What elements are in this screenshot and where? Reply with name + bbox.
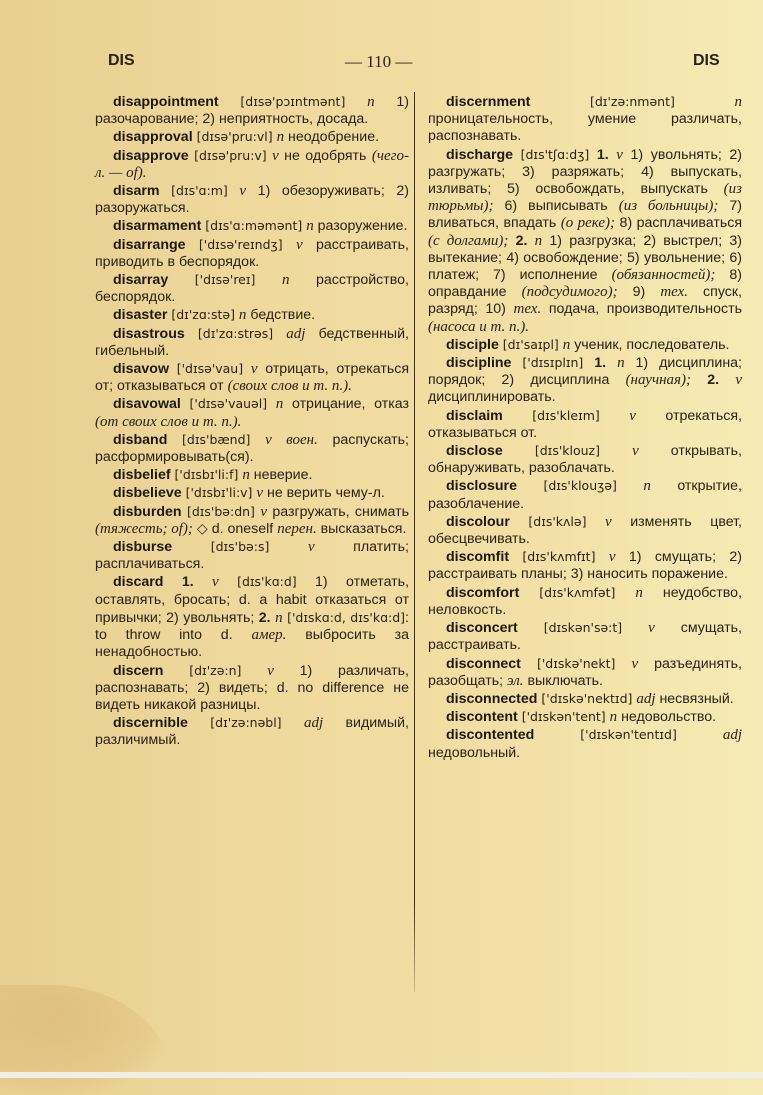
transcription: ['dɪsə'reɪ] — [194, 272, 256, 288]
definition-text: открывать, обнаруживать, разоблачать. — [428, 443, 742, 477]
grammar-label: n — [306, 218, 314, 235]
grammar-label: v — [260, 503, 267, 520]
dictionary-entry — [95, 484, 409, 502]
headword: disapproval — [113, 129, 193, 146]
definition-text: не одобрять — [278, 147, 372, 164]
definition-text: видимый, различимый. — [95, 715, 409, 749]
transcription: [dɪs'kɑ:d] — [218, 574, 297, 590]
transcription: [dɪ'zə:nmənt] — [590, 94, 675, 109]
transcription: ['dɪskə'nektɪd] — [541, 690, 633, 706]
grammar-label: v — [631, 655, 639, 672]
grammar-label: v — [629, 407, 636, 424]
dictionary-entry — [95, 360, 409, 395]
definition-text: неодобрение. — [284, 129, 380, 146]
grammar-label: v — [256, 485, 264, 502]
headword: disbelief — [113, 467, 171, 484]
dictionary-entry — [428, 584, 742, 619]
definition-text: разгружать, снимать — [266, 503, 409, 520]
grammar-label: n — [276, 129, 285, 146]
grammar-label: v — [608, 549, 616, 566]
dictionary-entry — [428, 655, 742, 690]
definition-text: неверие. — [249, 467, 313, 484]
transcription: [dɪ'saɪpl] — [502, 336, 559, 352]
dictionary-entry — [95, 271, 409, 306]
dictionary-entry — [95, 147, 409, 182]
transcription: [dɪskən'sə:t] — [543, 620, 623, 636]
grammar-label: n — [643, 478, 651, 495]
definition-text: ◇ d. oneself — [192, 520, 278, 537]
definition-text: высказаться. — [316, 520, 407, 537]
transcription: [dɪs'bə:s] — [210, 539, 270, 555]
dictionary-entry — [95, 503, 409, 538]
definition-text: отрицание, отказ — [283, 396, 410, 413]
headword: discard — [113, 574, 164, 591]
right-column — [428, 93, 742, 762]
grammar-label: (тяжесть; of); — [95, 520, 193, 537]
definition-text: открытие, разоблачение. — [428, 478, 742, 512]
definition-text: разоружение. — [313, 218, 408, 235]
grammar-label: v — [272, 147, 279, 164]
headword: discomfit — [446, 549, 510, 566]
grammar-label: (подсудимого); — [521, 284, 618, 301]
definition-text: 6) выписывать — [493, 198, 619, 215]
definition-text: разъединять, разобщать; — [428, 655, 742, 689]
definition-text: 8) оправдание — [428, 267, 742, 301]
headword: discomfort — [446, 584, 520, 601]
grammar-label: v — [267, 662, 274, 679]
dictionary-entry — [428, 336, 742, 354]
grammar-label: v — [648, 620, 655, 637]
grammar-label: n — [734, 94, 742, 110]
grammar-label: v — [632, 443, 639, 460]
definition-text: спуск, разряд; 10) — [428, 284, 742, 318]
left-column — [95, 93, 409, 750]
grammar-label: v — [735, 372, 742, 389]
definition-text: 1) увольнять; 2) разгружать; 3) разряжать; 4) выпускать, изливать; 5) освобождать, выпускать — [428, 146, 742, 198]
grammar-label: v воен. — [265, 431, 318, 448]
grammar-label: (с долгами); — [428, 232, 509, 249]
headword: disband — [113, 431, 168, 448]
grammar-label: (из больницы); — [618, 198, 719, 215]
transcription: [dɪs'bænd] — [182, 431, 251, 447]
transcription: ['dɪsə'vauəl] — [189, 396, 268, 412]
grammar-label: n — [617, 355, 625, 372]
grammar-label: v — [250, 361, 258, 378]
grammar-label: adj — [636, 690, 656, 707]
headword: discernment — [446, 94, 531, 110]
headword: disbelieve — [113, 485, 182, 502]
grammar-label: n — [238, 307, 247, 324]
grammar-label: adj — [286, 325, 306, 342]
transcription: [dɪsə'pru:v] — [194, 147, 267, 163]
headword: disavowal — [113, 396, 181, 413]
grammar-label: (из тюрьмы); — [428, 181, 742, 215]
grammar-label: n — [609, 709, 618, 726]
grammar-label: n — [635, 584, 643, 601]
dictionary-entry — [95, 306, 409, 324]
headword: disastrous — [113, 325, 185, 342]
definition-text: 1) отметать, оставлять, бросать; d. a habit отказаться от привычки; 2) увольнять; — [95, 574, 410, 626]
page-header — [0, 52, 763, 76]
headword: disburden — [113, 503, 182, 520]
paper-stain — [0, 985, 170, 1095]
definition-text: : to throw into d. — [95, 609, 409, 644]
dictionary-entry — [95, 573, 409, 661]
left-guide-word: DIS — [108, 52, 135, 69]
grammar-label: adj — [722, 727, 742, 744]
transcription: ['dɪsə'vau] — [176, 361, 244, 377]
sense-number: 2. — [508, 232, 535, 249]
grammar-label: (научная); — [625, 372, 692, 389]
definition-text: проницательность, умение различать, распознавать. — [428, 111, 742, 145]
sense-number: 1. — [163, 574, 213, 591]
dictionary-entry — [95, 325, 409, 360]
transcription: ['dɪsbɪ'li:v] — [185, 485, 253, 501]
definition-text: выключать. — [523, 672, 603, 689]
dictionary-entry — [428, 146, 742, 336]
dictionary-entry — [95, 236, 409, 271]
right-guide-word: DIS — [693, 52, 720, 69]
dictionary-entry — [428, 619, 742, 654]
transcription: ['dɪskən'tentɪd] — [580, 727, 677, 743]
dictionary-entry — [95, 93, 409, 128]
grammar-label: n — [242, 467, 250, 484]
transcription: [dɪ'zə:nəbl] — [210, 715, 282, 731]
headword: disarray — [113, 272, 169, 289]
dictionary-entry — [428, 93, 742, 146]
page-edge — [0, 1072, 763, 1078]
headword: disavow — [113, 361, 169, 378]
definition-text: не верить чему-л. — [263, 485, 385, 502]
grammar-label: n — [367, 94, 375, 110]
transcription: [dɪs'tʃɑ:dʒ] — [520, 146, 590, 162]
definition-text: ученик, последователь. — [570, 336, 730, 353]
definition-text: несвязный. — [655, 690, 734, 707]
dictionary-entry — [95, 662, 409, 715]
dictionary-entry — [95, 431, 409, 466]
headword: discolour — [446, 513, 510, 530]
dictionary-entry — [428, 354, 742, 407]
definition-text: отрицать, отрекаться от; отказываться от — [95, 361, 410, 395]
headword: discipline — [446, 355, 512, 372]
dictionary-entry — [95, 217, 409, 235]
transcription: [dɪs'ɑ:m] — [171, 183, 228, 199]
headword: discontent — [446, 709, 518, 726]
transcription: ['dɪskə'nekt] — [536, 655, 616, 671]
grammar-label: (насоса и т. п.). — [428, 318, 530, 335]
definition-text: 1) разочарование; 2) неприятность, досада. — [95, 94, 409, 128]
dictionary-entry — [95, 714, 409, 749]
definition-text: 1) смущать; 2) расстраивать планы; 3) наносить поражение. — [428, 549, 742, 583]
column-divider — [414, 92, 415, 992]
headword: disarm — [113, 183, 160, 200]
grammar-label: v — [605, 513, 612, 530]
dictionary-entry — [95, 466, 409, 484]
definition-text: 8) расплачиваться — [615, 215, 743, 232]
headword: disciple — [446, 336, 499, 353]
grammar-label: adj — [303, 715, 324, 732]
headword: discern — [113, 662, 164, 679]
definition-text: выбросить за ненадобностью. — [95, 627, 409, 661]
dictionary-entry — [428, 407, 742, 442]
dictionary-entry — [95, 538, 409, 573]
dictionary-entry — [428, 726, 742, 761]
dictionary-entry — [428, 708, 742, 726]
definition-text: бедствие. — [246, 307, 316, 324]
headword: discernible — [113, 715, 188, 732]
definition-text: недовольный. — [428, 744, 521, 761]
headword: disclosure — [446, 478, 517, 495]
grammar-label: перен. — [277, 520, 317, 537]
definition-text: подача, производительность — [541, 301, 742, 318]
definition-text: 1) различать, распознавать; 2) видеть; d. no difference не видеть никакой разницы. — [95, 662, 409, 713]
dictionary-entry — [95, 395, 409, 430]
grammar-label: v — [212, 574, 219, 591]
headword: disapprove — [113, 147, 189, 164]
headword: disburse — [113, 539, 173, 556]
definition-text: 1) дисциплина; порядок; 2) дисциплина — [428, 355, 742, 389]
definition-text: недовольство. — [617, 709, 717, 726]
headword: disconnected — [446, 690, 538, 707]
transcription: [dɪsə'pru:vl] — [196, 129, 273, 145]
headword: discharge — [446, 146, 514, 163]
transcription: [dɪs'klouz] — [534, 443, 600, 459]
transcription: [dɪsə'pɔɪntmənt] — [240, 94, 346, 109]
transcription: [dɪs'kʌmfət] — [539, 584, 616, 600]
transcription: [dɪs'kleɪm] — [532, 407, 600, 423]
grammar-label: тех. — [660, 284, 689, 301]
grammar-label: тех. — [513, 301, 542, 318]
sense-number: 2. — [258, 609, 276, 626]
grammar-label: v — [307, 539, 315, 556]
grammar-label: v — [295, 236, 303, 253]
sense-number: 1. — [583, 355, 618, 372]
definition-text: расстройство, беспорядок. — [95, 272, 409, 306]
transcription: [dɪs'klouʒə] — [543, 478, 617, 494]
definition-text: платить; расплачиваться. — [95, 539, 409, 573]
transcription: ['dɪskən'tent] — [521, 709, 606, 725]
headword: disaster — [113, 307, 168, 324]
transcription: [dɪs'kʌmfɪt] — [522, 549, 596, 565]
transcription: ['dɪsɪplɪn] — [522, 355, 584, 371]
grammar-label: n — [275, 396, 284, 413]
definition-text: 9) — [617, 284, 661, 301]
headword: disconnect — [446, 655, 521, 672]
headword: disarmament — [113, 218, 202, 235]
definition-text: распускать; расформировывать(ся). — [95, 431, 409, 466]
headword: disclaim — [446, 407, 503, 424]
dictionary-entry — [428, 513, 742, 548]
grammar-label: амер. — [251, 627, 287, 644]
dictionary-entry — [428, 442, 742, 477]
definition-text: смущать, расстраивать. — [428, 620, 742, 654]
transcription: [dɪ'zə:n] — [189, 662, 242, 678]
dictionary-entry — [428, 690, 742, 708]
headword: disconcert — [446, 620, 518, 637]
transcription: [dɪs'kʌlə] — [528, 513, 587, 529]
page-number: — 110 — — [345, 52, 413, 71]
dictionary-entry — [428, 477, 742, 512]
headword: disclose — [446, 443, 503, 460]
transcription: [dɪs'ɑ:məmənt] — [205, 218, 303, 234]
grammar-label: n — [281, 272, 290, 289]
transcription: [dɪ'zɑ:strəs] — [197, 325, 274, 341]
transcription: ['dɪsbɪ'li:f] — [174, 467, 239, 483]
dictionary-entry — [428, 548, 742, 583]
definition-text: 1) разгрузка; 2) выстрел; 3) вытекание; 4) освобождение; 5) увольнение; 6) платеж; 7) исполнение — [428, 232, 742, 284]
sense-number: 1. — [589, 146, 617, 163]
sense-number: 2. — [691, 372, 736, 389]
transcription: ['dɪskɑ:d, dɪs'kɑ:d] — [282, 609, 406, 625]
definition-text: отрекаться, отказываться от. — [428, 407, 742, 441]
transcription: [dɪ'zɑ:stə] — [171, 307, 235, 323]
headword: disappointment — [113, 94, 219, 110]
definition-text: изменять цвет, обесцвечивать. — [428, 513, 742, 548]
grammar-label: n — [275, 609, 283, 626]
transcription: ['dɪsə'reɪndʒ] — [198, 236, 283, 252]
definition-text: бедственный, гибельный. — [95, 325, 409, 359]
definition-text: расстраивать, приводить в беспорядок. — [95, 236, 409, 270]
grammar-label: (от своих слов и т. п.). — [95, 413, 242, 430]
definition-text: 7) вливаться, впадать — [428, 198, 743, 232]
dictionary-entry — [95, 182, 409, 217]
headword: discontented — [446, 727, 535, 744]
definition-text: 1) обезоруживать; 2) разоружаться. — [95, 183, 409, 217]
definition-text: неудобство, неловкость. — [428, 584, 742, 618]
grammar-label: (чего-л. — of). — [95, 147, 409, 181]
grammar-label: эл. — [507, 672, 524, 689]
grammar-label: (о реке); — [560, 215, 616, 232]
headword: disarrange — [113, 236, 186, 253]
grammar-label: v — [616, 146, 623, 163]
definition-text: дисциплинировать. — [428, 389, 556, 406]
grammar-label: (обязанностей); — [611, 267, 716, 284]
grammar-label: (своих слов и т. п.). — [227, 378, 352, 395]
grammar-label: v — [239, 183, 247, 200]
dictionary-entry — [95, 128, 409, 146]
transcription: [dɪs'bə:dn] — [186, 503, 255, 519]
grammar-label: n — [562, 336, 571, 353]
grammar-label: n — [534, 232, 543, 249]
